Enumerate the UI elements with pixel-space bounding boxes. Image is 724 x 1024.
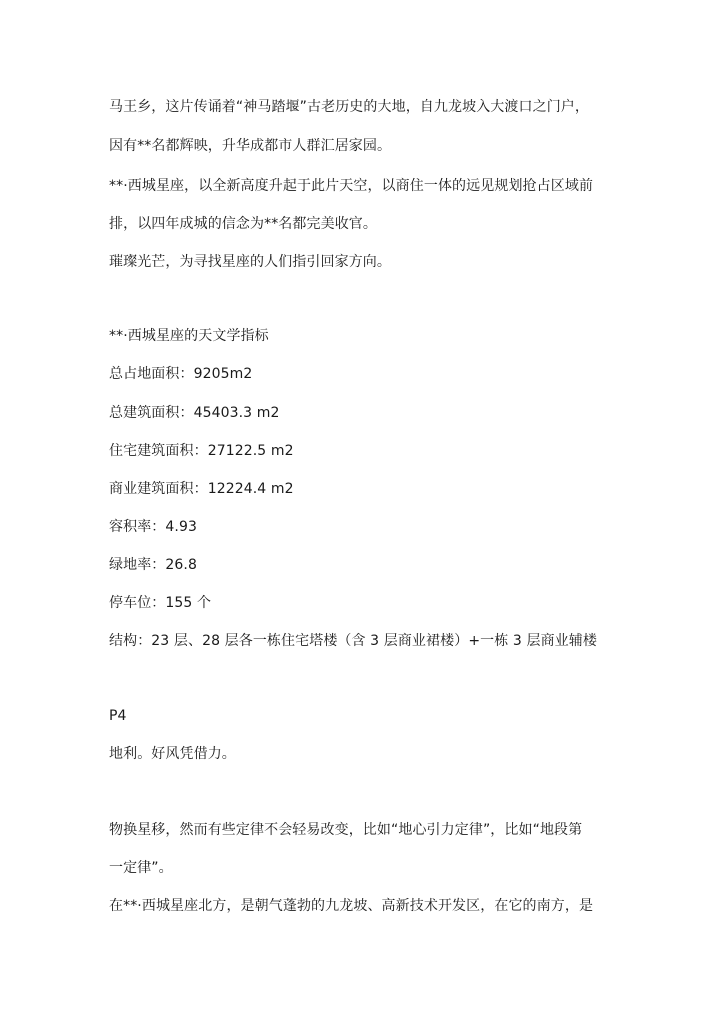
- indicator-commercial-area: 商业建筑面积：12224.4 m2: [109, 481, 294, 497]
- intro-line-1: 马王乡，这片传诵着“神马踏堰”古老历史的大地，自九龙坡入大渡口之门户，: [109, 99, 590, 115]
- law-line-1: 物换星移，然而有些定律不会轻易改变，比如“地心引力定律”，比如“地段第: [109, 822, 583, 838]
- indicator-total-land-area: 总占地面积：9205m2: [109, 366, 253, 382]
- star-line-2: 排，以四年成城的信念为**名都完美收官。: [109, 216, 377, 232]
- indicator-total-building-area: 总建筑面积：45403.3 m2: [109, 405, 280, 421]
- section-p4-subtitle: 地利。好风凭借力。: [109, 746, 236, 762]
- indicators-heading: **·西城星座的天文学指标: [109, 328, 269, 344]
- indicator-green-ratio: 绿地率：26.8: [109, 557, 197, 573]
- indicator-parking: 停车位：155 个: [109, 595, 212, 611]
- indicator-residential-area: 住宅建筑面积：27122.5 m2: [109, 443, 294, 459]
- indicator-structure: 结构：23 层、28 层各一栋住宅塔楼（含 3 层商业裙楼）+一栋 3 层商业辅楼: [109, 633, 597, 649]
- law-line-2: 一定律”。: [109, 860, 173, 876]
- indicator-plot-ratio: 容积率：4.93: [109, 519, 197, 535]
- star-line-1: **·西城星座，以全新高度升起于此片天空，以商住一体的远见规划抢占区域前: [109, 178, 594, 194]
- light-paragraph: 璀璨光芒，为寻找星座的人们指引回家方向。: [109, 254, 391, 270]
- intro-line-2: 因有**名都辉映，升华成都市人群汇居家园。: [109, 138, 392, 154]
- north-paragraph: 在**·西城星座北方，是朝气蓬勃的九龙坡、高新技术开发区，在它的南方，是: [109, 898, 594, 914]
- section-p4-label: P4: [109, 708, 127, 724]
